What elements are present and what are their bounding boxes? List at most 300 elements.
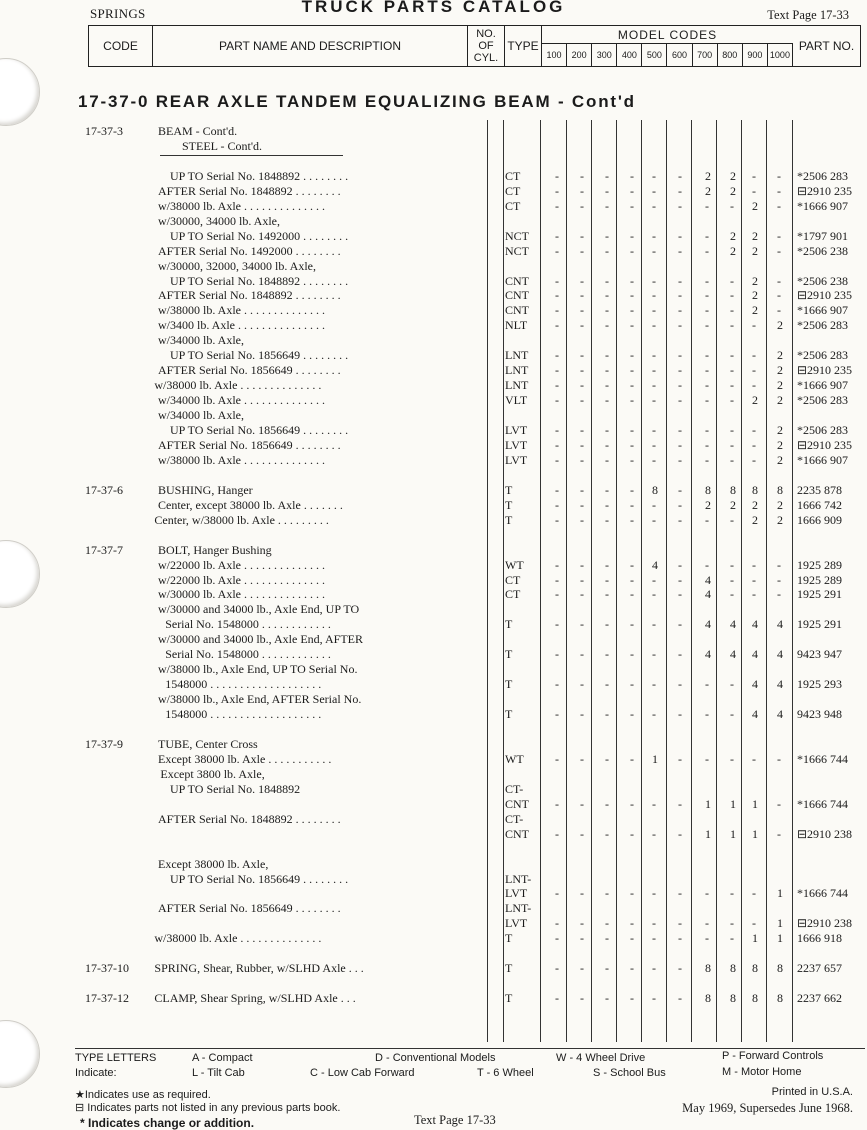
table-row: [0, 438, 867, 453]
row-model-value: -: [555, 423, 559, 437]
row-part-number: *2506 283: [797, 393, 848, 408]
row-model-value: -: [678, 647, 682, 662]
table-row: [0, 617, 867, 632]
row-model-value: -: [652, 647, 656, 662]
section-title: 17-37-0 REAR AXLE TANDEM EQUALIZING BEAM - Cont'd: [78, 92, 636, 111]
row-model-value: -: [555, 168, 559, 183]
row-type: VLT: [505, 393, 528, 408]
row-model-value: -: [605, 393, 609, 408]
model-code-header: 300: [592, 44, 617, 66]
row-model-value: -: [580, 482, 584, 497]
table-row: [0, 169, 867, 184]
section-name: SPRINGS: [90, 6, 146, 21]
row-model-value: -: [730, 931, 734, 946]
row-model-value: -: [630, 198, 634, 213]
row-model-value: -: [580, 826, 584, 841]
row-model-value: -: [678, 437, 682, 452]
row-model-value: 4: [705, 647, 711, 662]
table-row: [0, 602, 867, 617]
row-model-value: -: [555, 677, 559, 692]
row-type: T: [505, 931, 513, 946]
row-type: T: [505, 707, 513, 722]
row-model-value: 2: [752, 497, 758, 512]
table-row: [0, 991, 867, 1006]
row-type: NCT: [505, 228, 529, 243]
row-model-value: -: [630, 751, 634, 766]
row-model-value: -: [705, 886, 709, 901]
row-model-value: 8: [730, 961, 736, 976]
row-description: CLAMP, Shear Spring, w/SLHD Axle . . .: [154, 991, 356, 1006]
row-model-value: -: [752, 557, 756, 572]
row-model-value: -: [580, 991, 584, 1006]
row-model-value: -: [555, 796, 559, 811]
row-description: Serial No. 1548000 . . . . . . . . . . . .: [165, 617, 331, 632]
legend-conventional: D - Conventional Models: [375, 1052, 496, 1064]
legend-motor-home: M - Motor Home: [722, 1066, 802, 1078]
row-model-value: -: [678, 378, 682, 393]
row-model-value: -: [555, 991, 559, 1006]
row-description: w/30000, 34000 lb. Axle,: [158, 213, 280, 228]
row-model-value: 2: [777, 378, 783, 393]
row-model-value: -: [730, 587, 734, 602]
table-row: [0, 737, 867, 752]
row-description: AFTER Serial No. 1848892 . . . . . . . .: [158, 811, 341, 826]
row-model-value: -: [652, 497, 656, 512]
row-model-value: -: [555, 348, 559, 363]
row-model-value: -: [580, 348, 584, 363]
row-model-value: -: [652, 931, 656, 946]
row-model-value: -: [605, 423, 609, 437]
row-model-value: -: [630, 363, 634, 378]
table-row: [0, 767, 867, 782]
row-model-value: 4: [752, 617, 758, 632]
table-row: [0, 722, 867, 737]
row-description: 1548000 . . . . . . . . . . . . . . . . . . .: [165, 677, 322, 692]
row-model-value: -: [630, 961, 634, 976]
row-model-value: -: [678, 931, 682, 946]
row-description: w/38000 lb., Axle End, AFTER Serial No.: [158, 692, 362, 707]
row-model-value: 4: [705, 572, 711, 587]
row-model-value: -: [580, 183, 584, 198]
row-model-value: -: [605, 512, 609, 527]
row-model-value: -: [678, 348, 682, 363]
row-model-value: -: [678, 198, 682, 213]
row-model-value: -: [605, 198, 609, 213]
row-part-number: *1666 744: [797, 886, 848, 901]
table-row: [0, 587, 867, 602]
row-model-value: 2: [705, 497, 711, 512]
row-model-value: -: [730, 557, 734, 572]
row-model-value: -: [580, 572, 584, 587]
row-model-value: 2: [730, 183, 736, 198]
row-model-value: -: [678, 423, 682, 437]
table-row: [0, 408, 867, 423]
row-model-value: -: [678, 677, 682, 692]
row-description: w/38000 lb. Axle . . . . . . . . . . . . . .: [158, 198, 325, 213]
note-use-as-required: ★Indicates use as required.: [75, 1089, 211, 1101]
table-row: [0, 752, 867, 767]
binder-hole-bottom: [0, 1020, 40, 1088]
row-model-value: -: [605, 363, 609, 378]
row-model-value: -: [630, 393, 634, 408]
row-model-value: -: [580, 512, 584, 527]
row-model-value: -: [777, 243, 781, 258]
table-row: [0, 453, 867, 468]
row-model-value: 2: [705, 168, 711, 183]
table-row: [0, 842, 867, 857]
row-model-value: -: [555, 482, 559, 497]
row-model-value: 1: [777, 931, 783, 946]
row-model-value: -: [705, 348, 709, 363]
row-model-value: -: [752, 437, 756, 452]
row-model-value: -: [605, 437, 609, 452]
row-model-value: -: [630, 228, 634, 243]
row-model-value: -: [580, 437, 584, 452]
row-model-value: -: [652, 512, 656, 527]
row-model-value: 4: [730, 647, 736, 662]
col-part-name: PART NAME AND DESCRIPTION: [153, 26, 468, 66]
table-row: [0, 782, 867, 797]
row-model-value: -: [730, 886, 734, 901]
row-type: T: [505, 677, 513, 692]
row-model-value: -: [752, 183, 756, 198]
row-model-value: -: [580, 288, 584, 303]
row-part-number: *1666 907: [797, 198, 848, 213]
row-code: 17-37-10: [85, 961, 129, 976]
row-type: T: [505, 512, 513, 527]
row-model-value: -: [555, 378, 559, 393]
row-description: w/38000 lb. Axle . . . . . . . . . . . . . .: [154, 931, 322, 946]
row-part-number: ⊟2910 235: [797, 437, 853, 452]
row-model-value: -: [678, 886, 682, 901]
row-description: w/38000 lb. Axle . . . . . . . . . . . . . .: [158, 303, 325, 318]
row-model-value: -: [605, 318, 609, 333]
row-part-number: 1925 291: [797, 617, 842, 632]
row-model-value: 8: [752, 991, 758, 1006]
row-model-value: -: [555, 617, 559, 632]
row-model-value: 1: [752, 931, 758, 946]
row-type: WT: [505, 751, 524, 766]
row-model-value: -: [705, 452, 709, 467]
row-model-value: -: [730, 423, 734, 437]
row-model-value: 2: [730, 497, 736, 512]
row-model-value: -: [555, 243, 559, 258]
row-description: w/30000, 32000, 34000 lb. Axle,: [158, 258, 316, 273]
row-model-value: -: [752, 751, 756, 766]
row-model-value: -: [752, 572, 756, 587]
row-description: AFTER Serial No. 1848892 . . . . . . . .: [158, 288, 341, 303]
row-model-value: -: [652, 826, 656, 841]
row-model-value: -: [652, 363, 656, 378]
row-model-value: -: [752, 318, 756, 333]
legend-compact: A - Compact: [192, 1052, 253, 1064]
row-model-value: -: [630, 931, 634, 946]
table-row: [0, 976, 867, 991]
row-model-value: -: [730, 393, 734, 408]
row-model-value: -: [705, 751, 709, 766]
row-type: T: [505, 647, 513, 662]
model-code-header: 700: [693, 44, 718, 66]
row-type: LNT: [505, 378, 529, 393]
table-row: [0, 632, 867, 647]
row-model-value: -: [630, 572, 634, 587]
row-model-value: -: [580, 557, 584, 572]
model-code-header: 600: [668, 44, 693, 66]
row-model-value: -: [580, 243, 584, 258]
row-description: Center, except 38000 lb. Axle . . . . . . .: [158, 497, 343, 512]
row-model-value: -: [777, 796, 781, 811]
legend-school-bus: S - School Bus: [593, 1067, 666, 1079]
row-model-value: -: [730, 707, 734, 722]
row-type: LNT-: [505, 871, 532, 886]
row-model-value: 2: [752, 288, 758, 303]
row-model-value: -: [752, 348, 756, 363]
row-model-value: 4: [752, 677, 758, 692]
row-model-value: -: [678, 168, 682, 183]
row-model-value: -: [580, 961, 584, 976]
row-part-number: 2235 878: [797, 482, 842, 497]
row-model-value: -: [705, 707, 709, 722]
row-model-value: -: [630, 677, 634, 692]
row-model-value: -: [630, 288, 634, 303]
row-model-value: -: [605, 378, 609, 393]
row-model-value: -: [630, 168, 634, 183]
row-model-value: -: [555, 916, 559, 931]
row-model-value: -: [705, 363, 709, 378]
table-row: [0, 214, 867, 229]
row-model-value: -: [652, 348, 656, 363]
row-model-value: -: [605, 497, 609, 512]
row-model-value: 1: [705, 796, 711, 811]
row-model-value: 1: [730, 826, 736, 841]
row-model-value: -: [777, 587, 781, 602]
row-model-value: -: [605, 796, 609, 811]
row-model-value: -: [555, 363, 559, 378]
row-model-value: 4: [752, 647, 758, 662]
table-row: [0, 707, 867, 722]
row-model-value: -: [705, 677, 709, 692]
row-model-value: -: [605, 751, 609, 766]
row-part-number: 1666 909: [797, 512, 842, 527]
row-model-value: -: [752, 452, 756, 467]
row-model-value: -: [678, 183, 682, 198]
row-model-value: -: [580, 647, 584, 662]
row-model-value: -: [630, 557, 634, 572]
table-row: [0, 662, 867, 677]
row-description: AFTER Serial No. 1848892 . . . . . . . .: [158, 183, 341, 198]
row-description: Serial No. 1548000 . . . . . . . . . . . .: [165, 647, 331, 662]
row-model-value: 2: [777, 512, 783, 527]
table-row: [0, 812, 867, 827]
row-model-value: -: [730, 916, 734, 931]
row-model-value: 2: [752, 303, 758, 318]
row-description: 1548000 . . . . . . . . . . . . . . . . . . .: [165, 707, 322, 722]
row-model-value: -: [730, 363, 734, 378]
row-type: CNT: [505, 288, 529, 303]
row-part-number: ⊟2910 235: [797, 183, 853, 198]
row-model-value: -: [678, 572, 682, 587]
table-row: [0, 124, 867, 139]
row-model-value: 4: [652, 557, 658, 572]
row-model-value: -: [555, 228, 559, 243]
row-part-number: *2506 238: [797, 273, 848, 288]
row-model-value: -: [605, 228, 609, 243]
row-model-value: -: [630, 647, 634, 662]
table-row: [0, 303, 867, 318]
row-model-value: -: [652, 572, 656, 587]
row-model-value: -: [652, 587, 656, 602]
row-type: CNT: [505, 273, 529, 288]
row-code: 17-37-7: [85, 542, 123, 557]
row-model-value: -: [605, 961, 609, 976]
type-letters-label: TYPE LETTERS: [75, 1052, 157, 1064]
row-model-value: -: [605, 931, 609, 946]
row-model-value: 2: [705, 183, 711, 198]
row-model-value: -: [678, 288, 682, 303]
row-type: LVT: [505, 452, 528, 467]
row-model-value: -: [605, 243, 609, 258]
row-type: T: [505, 617, 513, 632]
row-type: CNT: [505, 303, 529, 318]
legend-tilt-cab: L - Tilt Cab: [192, 1067, 245, 1079]
row-description: w/38000 lb. Axle . . . . . . . . . . . . . .: [158, 452, 325, 467]
row-description: w/30000 and 34000 lb., Axle End, UP TO: [158, 602, 360, 617]
row-type: LNT: [505, 363, 529, 378]
row-model-value: -: [652, 961, 656, 976]
model-code-header: 1000: [768, 44, 793, 66]
row-code: 17-37-3: [85, 124, 123, 138]
row-description: Except 38000 lb. Axle . . . . . . . . . . .: [158, 751, 332, 766]
row-model-value: -: [580, 916, 584, 931]
table-row: [0, 274, 867, 289]
row-part-number: 9423 948: [797, 707, 842, 722]
row-model-value: -: [652, 378, 656, 393]
row-model-value: -: [652, 452, 656, 467]
row-description: UP TO Serial No. 1856649 . . . . . . . .: [170, 423, 349, 437]
row-model-value: -: [678, 393, 682, 408]
row-model-value: -: [777, 557, 781, 572]
row-description: BEAM - Cont'd.: [158, 124, 238, 138]
table-row: [0, 423, 867, 438]
row-part-number: *1666 907: [797, 378, 848, 393]
row-model-value: -: [605, 916, 609, 931]
row-model-value: -: [580, 273, 584, 288]
row-model-value: -: [580, 796, 584, 811]
printed-in: Printed in U.S.A.: [771, 1086, 853, 1098]
row-model-value: -: [555, 572, 559, 587]
row-model-value: -: [705, 378, 709, 393]
row-part-number: 9423 947: [797, 647, 842, 662]
table-row: [0, 229, 867, 244]
row-model-value: -: [652, 303, 656, 318]
row-model-value: 4: [777, 647, 783, 662]
row-model-value: -: [630, 512, 634, 527]
row-model-value: -: [630, 273, 634, 288]
row-description: w/30000 lb. Axle . . . . . . . . . . . . . .: [158, 587, 325, 602]
row-type: T: [505, 961, 513, 976]
row-model-value: -: [752, 886, 756, 901]
row-model-value: -: [605, 886, 609, 901]
row-model-value: -: [630, 423, 634, 437]
row-model-value: -: [605, 348, 609, 363]
row-model-value: -: [555, 931, 559, 946]
row-model-value: -: [580, 931, 584, 946]
row-model-value: -: [777, 228, 781, 243]
row-model-value: -: [605, 572, 609, 587]
row-model-value: -: [705, 243, 709, 258]
row-model-value: -: [752, 423, 756, 437]
row-model-value: -: [652, 437, 656, 452]
row-model-value: -: [730, 751, 734, 766]
row-model-value: -: [605, 677, 609, 692]
row-model-value: -: [752, 378, 756, 393]
row-model-value: -: [652, 991, 656, 1006]
row-model-value: 8: [705, 961, 711, 976]
row-model-value: -: [705, 931, 709, 946]
row-model-value: 1: [752, 796, 758, 811]
row-description: w/30000 and 34000 lb., Axle End, AFTER: [158, 632, 363, 647]
row-part-number: *2506 238: [797, 243, 848, 258]
row-model-value: -: [630, 886, 634, 901]
row-part-number: *2506 283: [797, 168, 848, 183]
table-row: [0, 348, 867, 363]
row-part-number: *1666 744: [797, 796, 848, 811]
row-description: Except 3800 lb. Axle,: [160, 766, 265, 781]
row-model-value: -: [652, 707, 656, 722]
row-model-value: -: [555, 886, 559, 901]
row-model-value: -: [652, 796, 656, 811]
row-model-value: 1: [777, 916, 783, 931]
column-header: [88, 25, 861, 67]
row-model-value: -: [630, 318, 634, 333]
row-model-value: -: [652, 677, 656, 692]
model-code-header: 800: [718, 44, 743, 66]
row-model-value: 2: [777, 437, 783, 452]
row-model-value: -: [678, 512, 682, 527]
row-model-value: 8: [752, 961, 758, 976]
table-row: [0, 363, 867, 378]
legend-6-wheel: T - 6 Wheel: [477, 1067, 534, 1079]
row-model-value: -: [730, 512, 734, 527]
row-description: AFTER Serial No. 1856649 . . . . . . . .: [158, 437, 341, 452]
row-part-number: ⊟2910 238: [797, 826, 853, 841]
row-model-value: -: [678, 303, 682, 318]
row-model-value: -: [630, 183, 634, 198]
model-code-header: 900: [743, 44, 768, 66]
row-part-number: *1666 744: [797, 751, 848, 766]
table-row: [0, 692, 867, 707]
row-model-value: -: [730, 437, 734, 452]
row-model-value: -: [605, 617, 609, 632]
row-model-value: 2: [777, 348, 783, 363]
row-type: T: [505, 991, 513, 1006]
table-row: [0, 573, 867, 588]
row-model-value: 4: [777, 677, 783, 692]
row-model-value: -: [605, 183, 609, 198]
table-row: [0, 797, 867, 812]
row-model-value: -: [555, 497, 559, 512]
row-part-number: ⊟2910 235: [797, 363, 853, 378]
row-code: 17-37-9: [85, 736, 123, 751]
row-model-value: -: [705, 512, 709, 527]
row-model-value: 4: [777, 707, 783, 722]
row-description: w/34000 lb. Axle . . . . . . . . . . . . . .: [158, 393, 325, 408]
row-model-value: -: [777, 303, 781, 318]
row-model-value: -: [705, 288, 709, 303]
row-model-value: -: [678, 826, 682, 841]
row-model-value: -: [580, 587, 584, 602]
row-model-value: 2: [752, 393, 758, 408]
